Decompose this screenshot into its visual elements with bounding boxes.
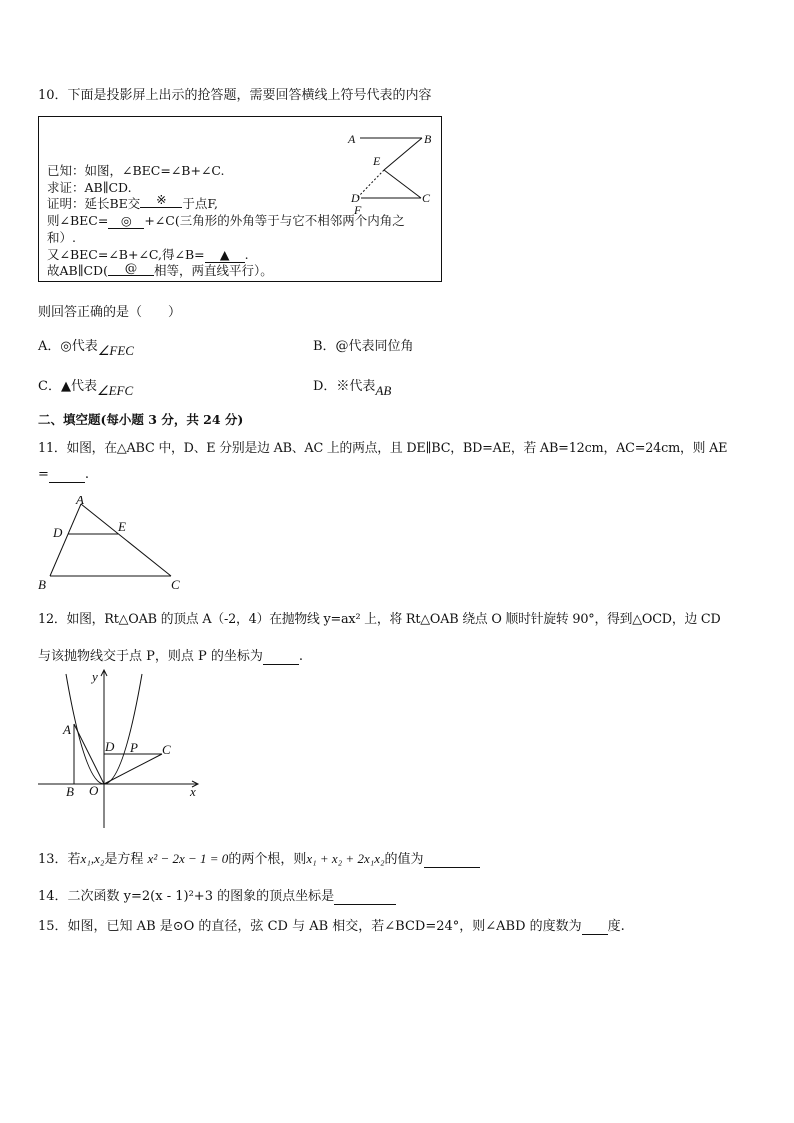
q13-expression: x₁ + x₂ + 2x₁x₂ <box>306 851 385 866</box>
option-d[interactable] <box>313 375 392 398</box>
axis-label-x: x <box>190 784 196 799</box>
fig-label-c: C <box>422 191 431 205</box>
fig-label-d: D <box>53 525 63 540</box>
q13-answer-blank[interactable] <box>424 852 480 868</box>
proof-line-5 <box>47 261 273 279</box>
q11-line1: 11．如图，在△ABC 中，D、E 分别是边 AB、AC 上的两点，且 DE∥BC，BD=AE，若 AB=12cm，AC=24cm，则 AE <box>38 441 728 456</box>
option-a[interactable] <box>38 335 134 358</box>
q15-line <box>38 915 625 935</box>
symbol-triangle: ▲ <box>205 247 245 263</box>
symbol-circle: ◎ <box>108 213 144 229</box>
q13-vars: x₁,x₂ <box>80 851 105 866</box>
option-c-label: C．▲代表 <box>38 379 97 394</box>
fig-label-c: C <box>171 577 180 591</box>
q12-line1: 12．如图，Rt△OAB 的顶点 A（-2，4）在抛物线 y=ax² 上，将 Rt△OAB 绕点 O 顺时针旋转 90°，得到△OCD，边 CD <box>38 612 721 627</box>
fig-label-p: P <box>130 740 138 755</box>
fig-label-f: F <box>354 203 362 217</box>
q12-line2 <box>38 645 303 665</box>
fig-label-a: A <box>63 722 71 737</box>
q11-line2 <box>38 467 89 483</box>
q12-period: . <box>298 649 304 664</box>
option-c[interactable] <box>38 375 134 398</box>
q11-answer-blank[interactable] <box>49 467 85 483</box>
proof-line-1 <box>47 194 218 212</box>
option-a-sub: ∠FEC <box>97 343 134 358</box>
fig-label-d: D <box>351 191 360 205</box>
option-d-sub: AB <box>375 383 392 398</box>
proof-line-2 <box>47 211 405 229</box>
proof-text: +∠C(三角形的外角等于与它不相邻两个内角之 <box>144 213 405 228</box>
fig-label-c: C <box>162 742 171 757</box>
proof-text: 证明：延长BE交 <box>47 196 141 211</box>
fig-label-d: D <box>105 739 115 754</box>
fig-label-o: O <box>89 783 99 798</box>
option-a-label: A．◎代表 <box>38 339 98 354</box>
q15-text: 度. <box>607 919 625 934</box>
q14-answer-blank[interactable] <box>334 889 396 905</box>
q12-answer-blank[interactable] <box>263 649 299 665</box>
q15-text: 15．如图，已知 AB 是⊙O 的直径，弦 CD 与 AB 相交，若∠BCD=24°，则∠ABD 的度数为 <box>38 919 582 934</box>
q13-text: 是方程 <box>104 852 144 867</box>
proof-text: 于点F, <box>182 196 219 211</box>
fig-label-e: E <box>118 519 126 534</box>
q14-line <box>38 885 396 905</box>
proof-line-3: 和）. <box>47 230 76 245</box>
fig-label-b: B <box>66 784 74 799</box>
q12-text: 与该抛物线交于点 P，则点 P 的坐标为 <box>38 649 263 664</box>
q13-line <box>38 848 480 868</box>
fig-label-e: E <box>373 154 381 168</box>
symbol-star: ※ <box>140 192 182 208</box>
q15-answer-blank[interactable] <box>582 919 608 935</box>
q14-text: 14．二次函数 y=2(x - 1)²+3 的图象的顶点坐标是 <box>38 889 335 904</box>
q12-figure <box>38 668 208 833</box>
q13-text: 的两个根，则 <box>228 852 307 867</box>
section-heading: 二、填空题(每小题 3 分，共 24 分) <box>38 412 244 427</box>
fig-label-b: B <box>424 132 432 146</box>
fig-label-a: A <box>348 132 356 146</box>
proof-text: . <box>244 247 249 262</box>
q11-equals: = <box>38 467 49 482</box>
symbol-at: @ <box>108 260 154 276</box>
q10-question: 则回答正确的是（ ） <box>38 305 182 320</box>
fig-label-a: A <box>76 496 84 507</box>
proof-text: 故AB∥CD( <box>47 263 108 278</box>
q13-text: 13．若 <box>38 852 81 867</box>
q13-text: 的值为 <box>384 852 424 867</box>
q10-stem: 10．下面是投影屏上出示的抢答题，需要回答横线上符号代表的内容 <box>38 88 432 103</box>
q13-equation: x² − 2x − 1 = 0 <box>147 851 229 866</box>
option-b[interactable]: B．@代表同位角 <box>313 339 414 354</box>
prove-line: 求证：AB∥CD. <box>47 180 132 195</box>
fig-label-b: B <box>38 577 46 591</box>
q11-period: . <box>84 467 90 482</box>
axis-label-y: y <box>92 669 98 684</box>
projection-box <box>38 116 442 282</box>
option-d-label: D．※代表 <box>313 379 376 394</box>
given-line: 已知：如图，∠BEC=∠B+∠C. <box>47 163 225 178</box>
q11-figure <box>38 496 188 591</box>
proof-text: 则∠BEC= <box>47 213 109 228</box>
option-c-sub: ∠EFC <box>96 383 134 398</box>
proof-text: 又∠BEC=∠B+∠C,得∠B= <box>47 247 205 262</box>
proof-text: 相等，两直线平行）。 <box>153 263 273 278</box>
